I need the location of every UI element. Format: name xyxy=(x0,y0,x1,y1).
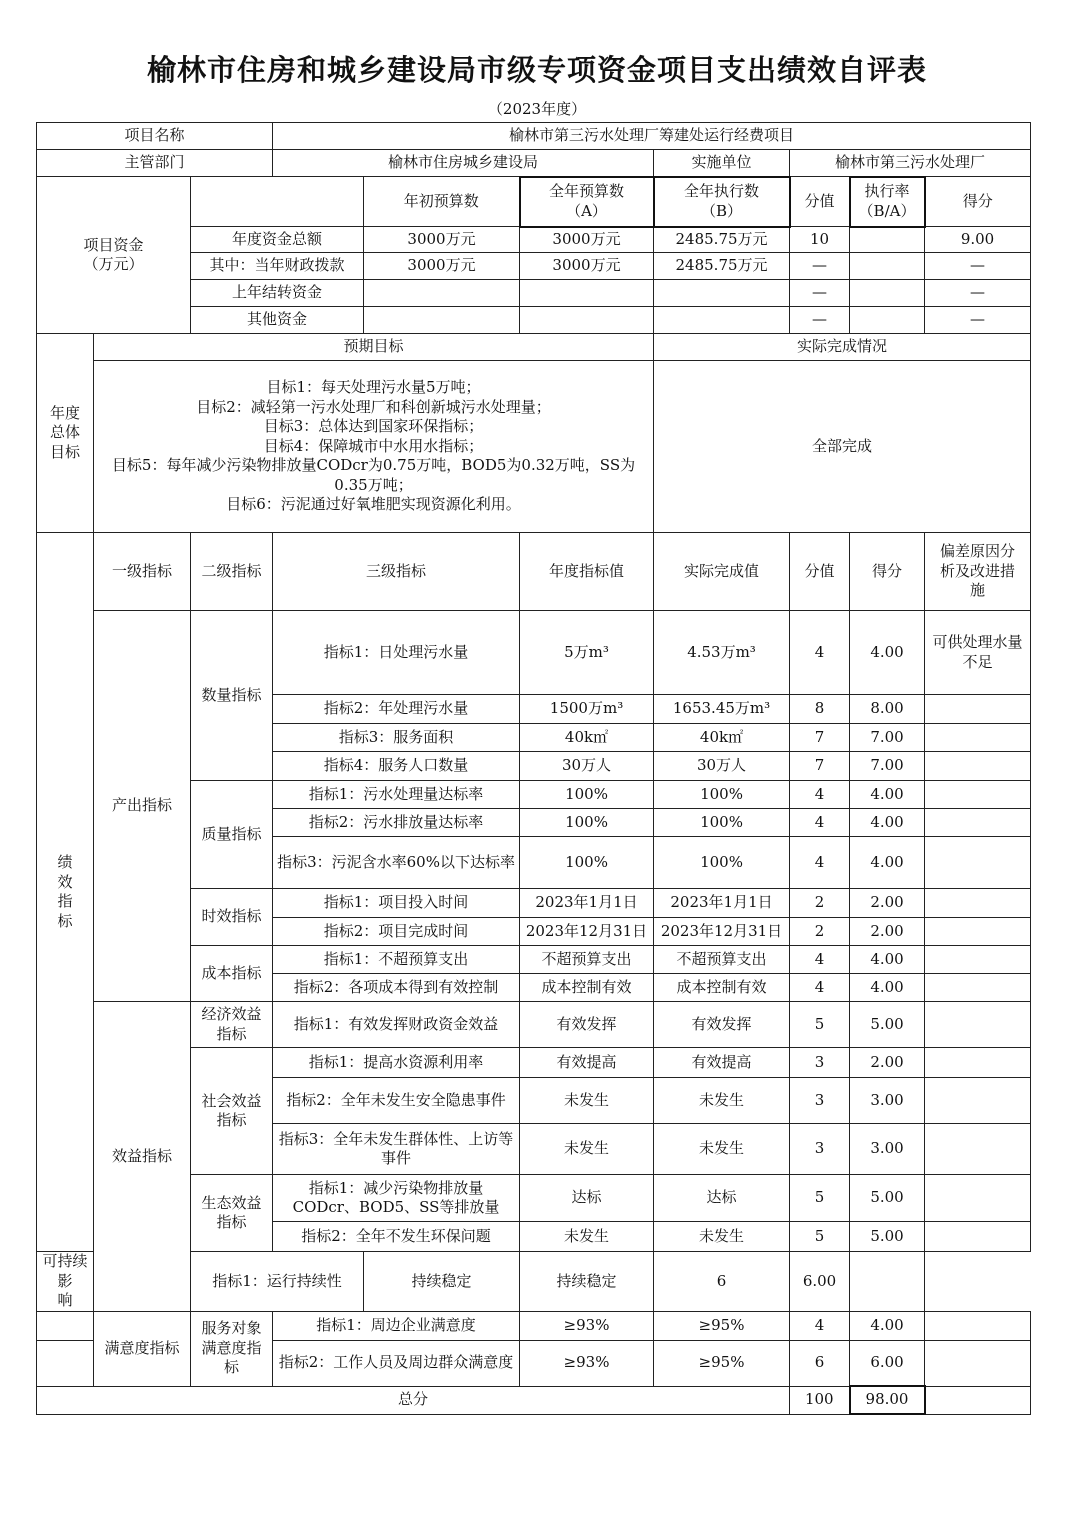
funds-header-score: 得分 xyxy=(925,177,1031,227)
indicator-name: 指标2：全年不发生环保问题 xyxy=(273,1222,520,1252)
indicator-score: 2.00 xyxy=(850,918,925,946)
indicator-note xyxy=(925,809,1031,837)
indicator-score: 3.00 xyxy=(850,1078,925,1124)
funds-header-value: 分值 xyxy=(790,177,850,227)
indicator-target: 成本控制有效 xyxy=(520,974,654,1002)
project-name-row xyxy=(37,123,1031,150)
indicator-target: 100% xyxy=(520,809,654,837)
level2-economic: 经济效益 指标 xyxy=(191,1002,273,1048)
indicator-name: 指标2：全年未发生安全隐患事件 xyxy=(273,1078,520,1124)
funds-row-rate xyxy=(850,307,925,334)
indicator-target: 持续稳定 xyxy=(364,1252,520,1312)
indicator-name: 指标2：项目完成时间 xyxy=(273,918,520,946)
indicator-actual: 达标 xyxy=(654,1175,790,1222)
level1-output: 产出指标 xyxy=(94,611,191,1002)
indicator-value: 6 xyxy=(790,1340,850,1386)
indicator-score: 3.00 xyxy=(850,1124,925,1175)
indicator-score: 4.00 xyxy=(850,974,925,1002)
year-subtitle: （2023年度） xyxy=(487,100,587,118)
level1-benefit: 效益指标 xyxy=(94,1002,191,1312)
funds-row-annual xyxy=(520,280,654,307)
indicator-note xyxy=(925,889,1031,918)
indicator-actual: 1653.45万m³ xyxy=(654,695,790,724)
indicator-value: 2 xyxy=(790,889,850,918)
perf-header-row xyxy=(37,533,1031,611)
goal-line: 目标1：每天处理污水量5万吨； xyxy=(266,378,481,397)
funds-header-annual: 全年预算数 （A） xyxy=(520,177,654,227)
funds-row-score: — xyxy=(925,280,1031,307)
perf-header-target: 年度指标值 xyxy=(520,533,654,611)
dept-value: 榆林市住房城乡建设局 xyxy=(273,150,654,177)
indicator-actual: 持续稳定 xyxy=(520,1252,654,1312)
funds-row-rate xyxy=(850,227,925,253)
indicator-actual: 2023年1月1日 xyxy=(654,889,790,918)
goals-content-row xyxy=(37,361,1031,533)
goals-header-row xyxy=(37,334,1031,361)
indicator-actual: 成本控制有效 xyxy=(654,974,790,1002)
goal-line: 目标2：减轻第一污水处理厂和科创新城污水处理量； xyxy=(196,397,551,416)
total-note xyxy=(925,1386,1031,1414)
funds-row-annual: 3000万元 xyxy=(520,227,654,253)
indicator-score: 5.00 xyxy=(850,1222,925,1252)
indicator-name: 指标2：年处理污水量 xyxy=(273,695,520,724)
indicator-value: 4 xyxy=(790,809,850,837)
funds-row-value: — xyxy=(790,280,850,307)
funds-row-initial: 3000万元 xyxy=(364,227,520,253)
indicator-score: 2.00 xyxy=(850,1048,925,1078)
indicator-actual: 有效提高 xyxy=(654,1048,790,1078)
project-name-label: 项目名称 xyxy=(37,123,273,150)
perf-header-note: 偏差原因分 析及改进措 施 xyxy=(925,533,1031,611)
perf-header-level1: 一级指标 xyxy=(94,533,191,611)
indicator-score: 4.00 xyxy=(850,946,925,974)
unit-value: 榆林市第三污水处理厂 xyxy=(790,150,1031,177)
funds-row-value: 10 xyxy=(790,227,850,253)
level2-timeliness: 时效指标 xyxy=(191,889,273,946)
total-row xyxy=(37,1386,1031,1414)
funds-row-value: — xyxy=(790,253,850,280)
indicator-actual: 未发生 xyxy=(654,1124,790,1175)
indicator-actual: ≥95% xyxy=(654,1311,790,1340)
indicator-note xyxy=(925,724,1031,752)
indicator-name: 指标1：减少污染物排放量CODcr、BOD5、SS等排放量 xyxy=(273,1175,520,1222)
indicator-actual: 30万人 xyxy=(654,752,790,781)
level2-service-satisfaction: 服务对象 满意度指 标 xyxy=(191,1311,273,1386)
indicator-note xyxy=(925,1222,1031,1252)
indicator-note xyxy=(925,974,1031,1002)
perf-header-level2: 二级指标 xyxy=(191,533,273,611)
funds-row-executed: 2485.75万元 xyxy=(654,253,790,280)
indicator-row xyxy=(37,1002,1031,1048)
indicator-target: 有效提高 xyxy=(520,1048,654,1078)
unit-label: 实施单位 xyxy=(654,150,790,177)
funds-row-annual xyxy=(520,307,654,334)
indicator-name: 指标3：服务面积 xyxy=(273,724,520,752)
total-label: 总分 xyxy=(37,1386,790,1414)
perf-header-level3: 三级指标 xyxy=(273,533,520,611)
indicator-target: ≥93% xyxy=(520,1311,654,1340)
level2-quantity: 数量指标 xyxy=(191,611,273,781)
indicator-target: 1500万m³ xyxy=(520,695,654,724)
indicator-actual: 100% xyxy=(654,837,790,889)
project-name: 榆林市第三污水处理厂筹建处运行经费项目 xyxy=(273,123,1031,150)
level2-ecological: 生态效益 指标 xyxy=(191,1175,273,1252)
indicator-note xyxy=(925,1340,1031,1386)
funds-header-initial: 年初预算数 xyxy=(364,177,520,227)
perf-section-label: 绩 效 指 标 xyxy=(37,533,94,1252)
funds-header-blank xyxy=(191,177,364,227)
indicator-score: 5.00 xyxy=(850,1175,925,1222)
indicator-actual: ≥95% xyxy=(654,1340,790,1386)
indicator-target: ≥93% xyxy=(520,1340,654,1386)
indicator-note xyxy=(925,1311,1031,1340)
funds-row-executed xyxy=(654,280,790,307)
indicator-score: 4.00 xyxy=(850,837,925,889)
indicator-score: 6.00 xyxy=(790,1252,850,1312)
dept-row xyxy=(37,150,1031,177)
indicator-score: 5.00 xyxy=(850,1002,925,1048)
indicator-value: 5 xyxy=(790,1222,850,1252)
goals-section-label: 年度 总体 目标 xyxy=(37,334,94,533)
indicator-note xyxy=(925,1124,1031,1175)
indicator-actual: 不超预算支出 xyxy=(654,946,790,974)
indicator-target: 5万m³ xyxy=(520,611,654,695)
indicator-value: 6 xyxy=(654,1252,790,1312)
indicator-target: 有效发挥 xyxy=(520,1002,654,1048)
indicator-name: 指标1：日处理污水量 xyxy=(273,611,520,695)
perf-header-score: 得分 xyxy=(850,533,925,611)
indicator-note xyxy=(925,918,1031,946)
goals-actual-label: 实际完成情况 xyxy=(654,334,1031,361)
funds-row-name: 上年结转资金 xyxy=(191,280,364,307)
funds-section-label: 项目资金 （万元） xyxy=(37,177,191,334)
indicator-name: 指标1：周边企业满意度 xyxy=(273,1311,520,1340)
indicator-actual: 40k㎡ xyxy=(654,724,790,752)
indicator-row xyxy=(37,611,1031,695)
goals-expected-label: 预期目标 xyxy=(94,334,654,361)
indicator-value: 7 xyxy=(790,752,850,781)
total-value: 100 xyxy=(790,1386,850,1414)
indicator-value: 5 xyxy=(790,1175,850,1222)
indicator-value: 7 xyxy=(790,724,850,752)
indicator-score: 4.00 xyxy=(850,809,925,837)
indicator-score: 7.00 xyxy=(850,752,925,781)
indicator-row xyxy=(37,1311,1031,1340)
indicator-actual: 2023年12月31日 xyxy=(654,918,790,946)
funds-row-initial: 3000万元 xyxy=(364,253,520,280)
funds-row-name: 其他资金 xyxy=(191,307,364,334)
indicator-name: 指标4：服务人口数量 xyxy=(273,752,520,781)
indicator-name: 指标2：污水排放量达标率 xyxy=(273,809,520,837)
indicator-name: 指标1：项目投入时间 xyxy=(273,889,520,918)
indicator-note xyxy=(925,781,1031,809)
funds-row-score: — xyxy=(925,307,1031,334)
indicator-target: 不超预算支出 xyxy=(520,946,654,974)
indicator-name: 指标1：不超预算支出 xyxy=(273,946,520,974)
goals-actual: 全部完成 xyxy=(654,361,1031,533)
goal-line: 目标6：污泥通过好氧堆肥实现资源化利用。 xyxy=(226,495,521,514)
indicator-target: 100% xyxy=(520,781,654,809)
indicator-target: 2023年1月1日 xyxy=(520,889,654,918)
funds-row-name: 年度资金总额 xyxy=(191,227,364,253)
indicator-actual: 100% xyxy=(654,781,790,809)
indicator-value: 3 xyxy=(790,1124,850,1175)
indicator-score: 7.00 xyxy=(850,724,925,752)
funds-row-rate xyxy=(850,280,925,307)
funds-row-executed: 2485.75万元 xyxy=(654,227,790,253)
indicator-target: 未发生 xyxy=(520,1124,654,1175)
indicator-target: 达标 xyxy=(520,1175,654,1222)
indicator-actual: 有效发挥 xyxy=(654,1002,790,1048)
indicator-score: 4.00 xyxy=(850,781,925,809)
indicator-actual: 4.53万m³ xyxy=(654,611,790,695)
indicator-target: 2023年12月31日 xyxy=(520,918,654,946)
indicator-value: 4 xyxy=(790,781,850,809)
goal-line: 目标3：总体达到国家环保指标； xyxy=(263,417,484,436)
indicator-target: 未发生 xyxy=(520,1078,654,1124)
indicator-note xyxy=(925,695,1031,724)
indicator-note xyxy=(850,1252,925,1312)
indicator-score: 4.00 xyxy=(850,1311,925,1340)
indicator-value: 4 xyxy=(790,946,850,974)
total-score: 98.00 xyxy=(850,1386,925,1414)
dept-label: 主管部门 xyxy=(37,150,273,177)
indicator-note xyxy=(925,1078,1031,1124)
indicator-actual: 未发生 xyxy=(654,1078,790,1124)
indicator-note xyxy=(925,1175,1031,1222)
level2-cost: 成本指标 xyxy=(191,946,273,1002)
funds-row-initial xyxy=(364,307,520,334)
indicator-value: 8 xyxy=(790,695,850,724)
funds-row-executed xyxy=(654,307,790,334)
indicator-target: 30万人 xyxy=(520,752,654,781)
level2-social: 社会效益 指标 xyxy=(191,1048,273,1175)
indicator-score: 2.00 xyxy=(850,889,925,918)
indicator-note xyxy=(925,1048,1031,1078)
indicator-name: 指标3：污泥含水率60%以下达标率 xyxy=(273,837,520,889)
indicator-target: 40k㎡ xyxy=(520,724,654,752)
indicator-target: 100% xyxy=(520,837,654,889)
goal-line: 目标4：保障城市中水用水指标； xyxy=(263,436,484,455)
indicator-name: 指标1：污水处理量达标率 xyxy=(273,781,520,809)
indicator-name: 指标1：运行持续性 xyxy=(191,1252,364,1312)
funds-row-name: 其中：当年财政拨款 xyxy=(191,253,364,280)
indicator-score: 6.00 xyxy=(850,1340,925,1386)
indicator-note xyxy=(925,946,1031,974)
goals-list xyxy=(94,361,654,533)
funds-row-initial xyxy=(364,280,520,307)
perf-label-gap xyxy=(37,1311,94,1340)
indicator-value: 4 xyxy=(790,611,850,695)
indicator-name: 指标3：全年未发生群体性、上访等事件 xyxy=(273,1124,520,1175)
indicator-value: 5 xyxy=(790,1002,850,1048)
indicator-value: 4 xyxy=(790,1311,850,1340)
indicator-value: 4 xyxy=(790,974,850,1002)
funds-row-value: — xyxy=(790,307,850,334)
funds-row-score: — xyxy=(925,253,1031,280)
perf-header-value: 分值 xyxy=(790,533,850,611)
indicator-value: 3 xyxy=(790,1048,850,1078)
funds-row-rate xyxy=(850,253,925,280)
funds-row-score: 9.00 xyxy=(925,227,1031,253)
funds-header-rate: 执行率 （B/A） xyxy=(850,177,925,227)
indicator-score: 4.00 xyxy=(850,611,925,695)
level2-sustainability: 可持续影 响 xyxy=(37,1252,94,1312)
perf-label-gap xyxy=(37,1340,94,1386)
indicator-name: 指标1：提高水资源利用率 xyxy=(273,1048,520,1078)
indicator-note xyxy=(925,752,1031,781)
funds-header-row xyxy=(37,177,1031,227)
goal-line: 目标5：每年减少污染物排放量CODcr为0.75万吨，BOD5为0.32万吨，SS为0.35万吨； xyxy=(111,456,636,494)
indicator-actual: 100% xyxy=(654,809,790,837)
indicator-actual: 未发生 xyxy=(654,1222,790,1252)
evaluation-table xyxy=(36,122,1031,1415)
indicator-note xyxy=(925,837,1031,889)
funds-header-executed: 全年执行数 （B） xyxy=(654,177,790,227)
indicator-target: 未发生 xyxy=(520,1222,654,1252)
indicator-name: 指标2：工作人员及周边群众满意度 xyxy=(273,1340,520,1386)
funds-row-annual: 3000万元 xyxy=(520,253,654,280)
indicator-name: 指标1：有效发挥财政资金效益 xyxy=(273,1002,520,1048)
indicator-score: 8.00 xyxy=(850,695,925,724)
perf-header-actual: 实际完成值 xyxy=(654,533,790,611)
indicator-value: 2 xyxy=(790,918,850,946)
level2-quality: 质量指标 xyxy=(191,781,273,889)
indicator-note xyxy=(925,1002,1031,1048)
level1-satisfaction: 满意度指标 xyxy=(94,1311,191,1386)
indicator-value: 3 xyxy=(790,1078,850,1124)
indicator-note: 可供处理水量 不足 xyxy=(925,611,1031,695)
indicator-name: 指标2：各项成本得到有效控制 xyxy=(273,974,520,1002)
indicator-value: 4 xyxy=(790,837,850,889)
page-title: 榆林市住房和城乡建设局市级专项资金项目支出绩效自评表 xyxy=(146,53,927,87)
